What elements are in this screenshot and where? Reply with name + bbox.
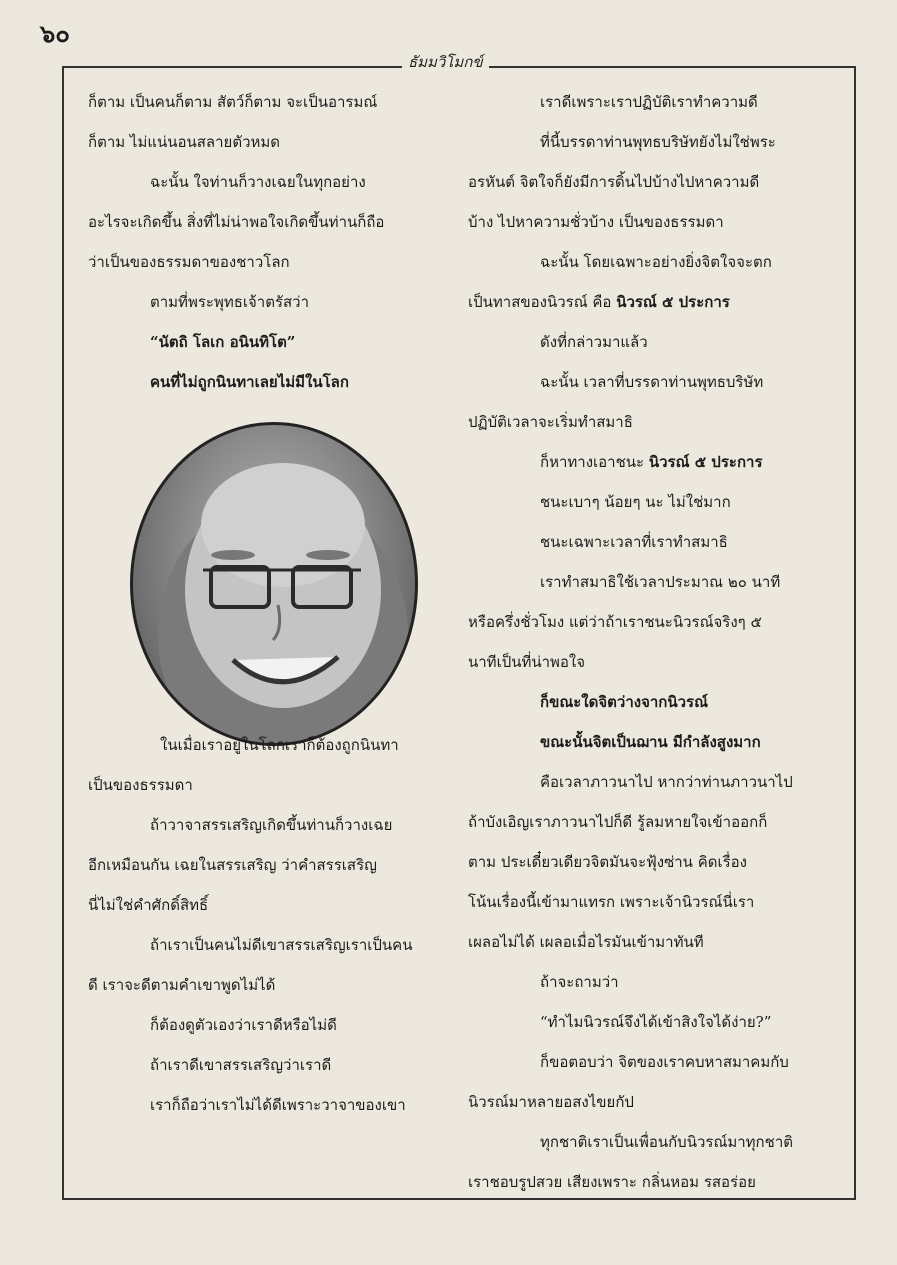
text-line: เราดีเพราะเราปฏิบัติเราทำความดี [540, 93, 758, 111]
text-run: เป็นทาสของนิวรณ์ คือ [468, 293, 617, 311]
text-line: นี่ไม่ใช่คำศักดิ์สิทธิ์ [88, 896, 209, 914]
text-line: ทุกชาติเราเป็นเพื่อนกับนิวรณ์มาทุกชาติ [540, 1133, 793, 1151]
running-header: ธัมมวิโมกข์ [402, 50, 489, 74]
text-line: คนที่ไม่ถูกนินทาเลยไม่มีในโลก [150, 373, 349, 391]
text-line: ก็ต้องดูตัวเองว่าเราดีหรือไม่ดี [150, 1016, 337, 1034]
text-line: นิวรณ์มาหลายอสงไขยกัป [468, 1093, 634, 1111]
text-line: เราชอบรูปสวย เสียงเพราะ กลิ่นหอม รสอร่อย [468, 1173, 756, 1191]
text-line: ว่าเป็นของธรรมดาของชาวโลก [88, 253, 290, 271]
text-line: ถ้าจะถามว่า [540, 973, 619, 991]
text-line: ดี เราจะดีตามคำเขาพูดไม่ได้ [88, 976, 276, 994]
text-line: ก็ตาม เป็นคนก็ตาม สัตว์ก็ตาม จะเป็นอารมณ์ [88, 93, 378, 111]
text-line: ก็ขอตอบว่า จิตของเราคบหาสมาคมกับ [540, 1053, 789, 1071]
text-line: ในเมื่อเราอยู่ในโลกเราก็ต้องถูกนินทา [160, 736, 399, 754]
text-line: ตามที่พระพุทธเจ้าตรัสว่า [150, 293, 310, 311]
text-line: อะไรจะเกิดขึ้น สิ่งที่ไม่น่าพอใจเกิดขึ้นท่านก็ถือ [88, 213, 385, 231]
text-line: ฉะนั้น เวลาที่บรรดาท่านพุทธบริษัท [540, 373, 764, 391]
text-line: คือเวลาภาวนาไป หากว่าท่านภาวนาไป [540, 773, 793, 791]
text-line [468, 442, 838, 482]
text-line: โน้นเรื่องนี้เข้ามาแทรก เพราะเจ้านิวรณ์นี่เรา [468, 893, 755, 911]
text-line: ถ้าเราดีเขาสรรเสริญว่าเราดี [150, 1056, 332, 1074]
text-line: ตาม ประเดี๋ยวเดียวจิตมันจะฟุ้งซ่าน คิดเรื่อง [468, 853, 747, 871]
text-line: เผลอไม่ได้ เผลอเมื่อไรมันเข้ามาทันที [468, 933, 704, 951]
text-line: เป็นของธรรมดา [88, 776, 193, 794]
text-line: ฉะนั้น โดยเฉพาะอย่างยิ่งจิตใจจะตก [540, 253, 772, 271]
pali-quote: “นัตถิ โลเก อนินทิโต” [150, 333, 296, 351]
bold-term: นิวรณ์ ๕ ประการ [648, 453, 763, 471]
text-line: ชนะเบาๆ น้อยๆ นะ ไม่ใช่มาก [540, 493, 731, 511]
text-line: หรือครึ่งชั่วโมง แต่ว่าถ้าเราชนะนิวรณ์จริงๆ ๕ [468, 613, 762, 631]
text-line: อรหันต์ จิตใจก็ยังมีการดิ้นไปบ้างไปหาความดี [468, 173, 760, 191]
text-line: ถ้าวาจาสรรเสริญเกิดขึ้นท่านก็วางเฉย [150, 816, 393, 834]
monk-portrait-photo [130, 422, 418, 746]
question-line: “ทำไมนิวรณ์จึงได้เข้าสิงใจได้ง่าย?” [540, 1013, 772, 1031]
text-line: ดังที่กล่าวมาแล้ว [540, 333, 648, 351]
text-line: ปฏิบัติเวลาจะเริ่มทำสมาธิ [468, 413, 633, 431]
text-line: บ้าง ไปหาความชั่วบ้าง เป็นของธรรมดา [468, 213, 724, 231]
text-line: นาทีเป็นที่น่าพอใจ [468, 653, 586, 671]
text-line: ขณะนั้นจิตเป็นฌาน มีกำลังสูงมาก [540, 733, 761, 751]
text-line: เราทำสมาธิใช้เวลาประมาณ ๒๐ นาที [540, 573, 781, 591]
right-column [468, 82, 838, 1202]
text-line: ถ้าเราเป็นคนไม่ดีเขาสรรเสริญเราเป็นคน [150, 936, 413, 954]
page-number: ๖๐ [40, 19, 70, 48]
text-line: ฉะนั้น ใจท่านก็วางเฉยในทุกอย่าง [150, 173, 366, 191]
left-column-top [88, 82, 448, 402]
text-line: ก็ตาม ไม่แน่นอนสลายตัวหมด [88, 133, 281, 151]
text-line: ถ้าบังเอิญเราภาวนาไปก็ดี รู้ลมหายใจเข้าออกก็ [468, 813, 768, 831]
text-line [468, 282, 838, 322]
text-line: เราก็ถือว่าเราไม่ได้ดีเพราะวาจาของเขา [150, 1096, 406, 1114]
text-line: อีกเหมือนกัน เฉยในสรรเสริญ ว่าคำสรรเสริญ [88, 856, 377, 874]
left-column-bottom [88, 725, 448, 1125]
text-line: ก็ขณะใดจิตว่างจากนิวรณ์ [540, 693, 709, 711]
bold-term: นิวรณ์ ๕ ประการ [616, 293, 730, 311]
text-line: ที่นี้บรรดาท่านพุทธบริษัทยังไม่ใช่พระ [540, 133, 776, 151]
text-line: ชนะเฉพาะเวลาที่เราทำสมาธิ [540, 533, 728, 551]
text-run: ก็หาทางเอาชนะ [540, 453, 649, 471]
